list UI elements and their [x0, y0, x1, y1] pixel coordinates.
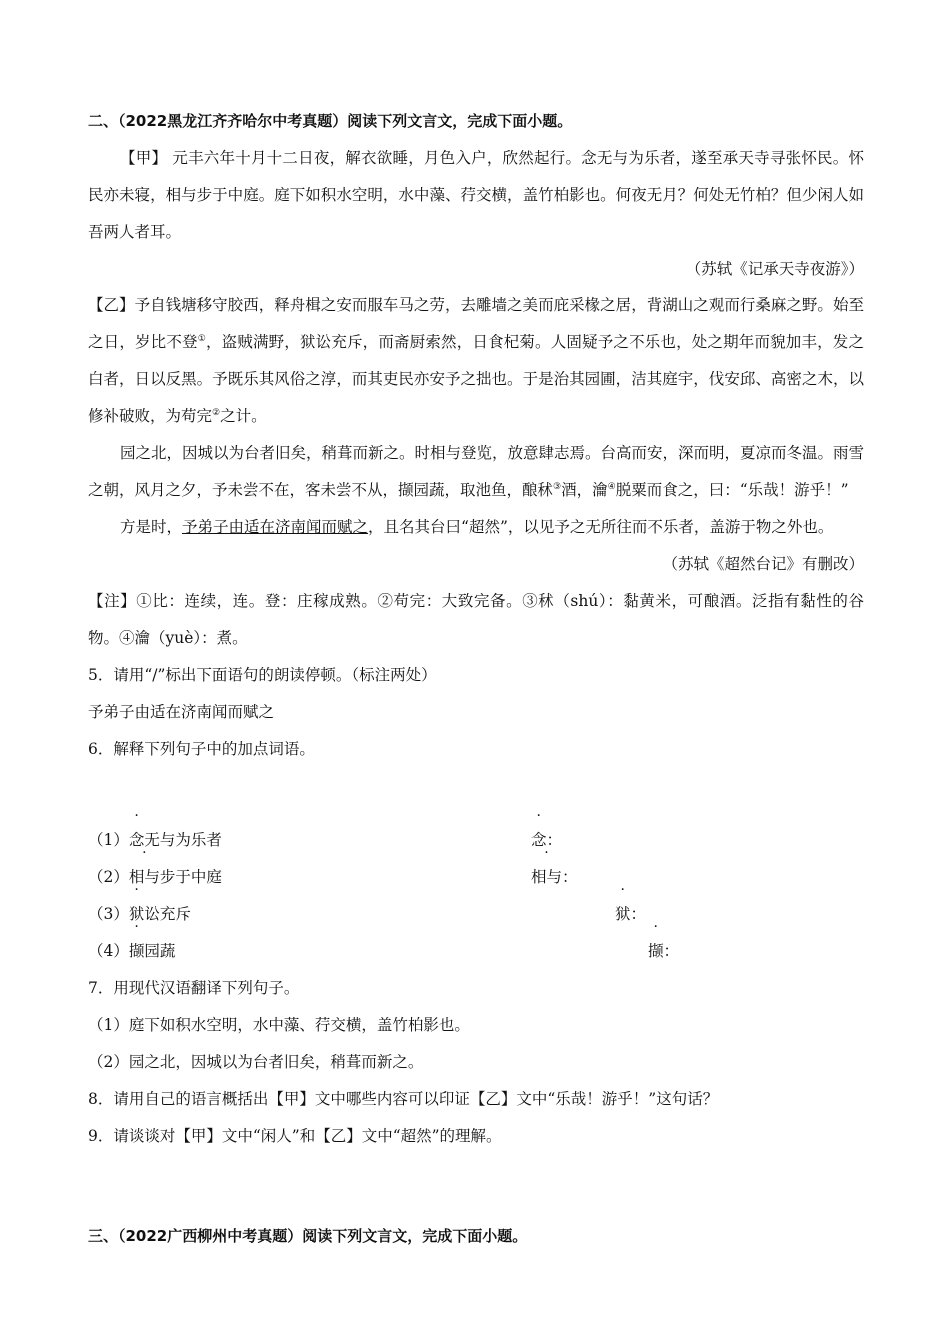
- underlined-sentence: 予弟子由适在济南闻而赋之: [182, 518, 369, 536]
- passage-jia: [88, 140, 864, 288]
- dotted-word: 相与: [128, 868, 160, 886]
- answer-word: 相与: [531, 868, 563, 886]
- yi-p3-text-a: 方是时，: [120, 518, 183, 536]
- q6-item-num: （4）: [88, 942, 129, 960]
- question-9: 9．请谈谈对【甲】文中“闲人”和【乙】文中“超然”的理解。: [88, 1127, 502, 1145]
- jia-text: 元丰六年十月十二日夜，解衣欲睡，月色入户，欣然起行。念无与为乐者，遂至承天寺寻张怀民。怀民亦未寝，相与步于中庭。庭下如积水空明，水中藻、荇交横，盖竹柏影也。何夜无月？何处无竹柏？但少闲人如吾两人者耳。: [88, 149, 864, 241]
- q6-item-text: 园蔬: [144, 942, 176, 960]
- annotation-note: 【注】①比：连续，连。登：庄稼成熟。②苟完：大致完备。③秫（shú）：黏黄米，可酿酒。泛指有黏性的谷物。④瀹（yuè）：煮。: [88, 592, 864, 647]
- answer-colon: ：: [546, 831, 563, 849]
- note-mark-4: ④: [607, 481, 616, 492]
- answer-colon: ：: [663, 942, 680, 960]
- jia-source: （苏轼《记承天寺夜游》）: [685, 260, 864, 278]
- q6-item-num: （1）: [88, 831, 129, 849]
- q6-item-text: 无与为乐者: [144, 831, 222, 849]
- yi-p2-text-a: 园之北，因城以为台者旧矣，稍葺而新之。时相与登览，放意肆志焉。台高而安，深而明，夏凉而冬温。雨雪之朝，风月之夕，予未尝不在，客未尝不从，撷园蔬，取池鱼，酿秫: [88, 444, 865, 499]
- note-mark-3: ③: [553, 481, 562, 492]
- dotted-word: 撷: [128, 942, 145, 960]
- q6-item-num: （2）: [88, 868, 129, 886]
- q6-item-num: （3）: [88, 905, 129, 923]
- question-6: 6．解释下列句子中的加点词语。: [88, 740, 315, 758]
- answer-word: 念: [531, 831, 547, 849]
- yi-p1-text-a: 予自钱塘移守胶西，释舟楫之安而服车马之劳，去雕墙之美而庇采椽之居，背湖山之观而行桑麻之野。始至之日，岁比不登: [88, 296, 864, 351]
- section2-heading: 二、（2022黑龙江齐齐哈尔中考真题）阅读下列文言文，完成下面小题。: [88, 112, 573, 130]
- section3-heading: 三、（2022广西柳州中考真题）阅读下列文言文，完成下面小题。: [88, 1227, 528, 1245]
- yi-p3-text-b: ，且名其台曰“超然”，以见予之无所往而不乐者，盖游于物之外也。: [368, 518, 834, 536]
- q6-item-1: [88, 822, 864, 859]
- yi-source: （苏轼《超然台记》有删改）: [662, 555, 864, 573]
- q6-item-3: [88, 896, 864, 933]
- note-mark-2: ②: [212, 407, 221, 418]
- answer-colon: ：: [562, 868, 578, 886]
- yi-label: 【乙】: [88, 296, 135, 314]
- question-7-1: （1）庭下如积水空明，水中藻、荇交横，盖竹柏影也。: [88, 1016, 470, 1034]
- dotted-word: 狱: [128, 905, 145, 923]
- passage-yi: [88, 287, 864, 768]
- q6-item-2: [88, 859, 864, 896]
- yi-p2-text-b: 酒，瀹: [561, 481, 608, 499]
- question-5-sentence: 予弟子由适在济南闻而赋之: [88, 703, 275, 721]
- answer-word: 狱: [615, 905, 631, 923]
- yi-p1-text-b: ，盗贼满野，狱讼充斥，而斋厨索然，日食杞菊。人固疑予之不乐也，处之期年而貌加丰，发之白者，日以反黑。予既乐其风俗之淳，而其吏民亦安予之拙也。于是治其园圃，洁其庭宇，伐安邱、高密之木，以修补破败，为苟完: [88, 333, 864, 425]
- yi-p2-text-c: 脱粟而食之，曰：“乐哉！游乎！”: [615, 481, 849, 499]
- note-mark-1: ①: [197, 333, 206, 344]
- q6-item-text: 步于中庭: [159, 868, 222, 886]
- question-7: 7．用现代汉语翻译下列句子。: [88, 979, 300, 997]
- q6-item-text: 讼充斥: [144, 905, 191, 923]
- answer-colon: ：: [630, 905, 647, 923]
- question-5: 5．请用“/”标出下面语句的朗读停顿。（标注两处）: [88, 666, 437, 684]
- q6-item-4: [88, 933, 864, 970]
- answer-word: 撷: [648, 942, 664, 960]
- question-8: 8．请用自己的语言概括出【甲】文中哪些内容可以印证【乙】文中“乐哉！游乎！”这句话？: [88, 1090, 719, 1108]
- jia-label: 【甲】: [120, 149, 168, 167]
- questions-7-9: [88, 970, 864, 1155]
- question-7-2: （2）园之北，因城以为台者旧矣，稍葺而新之。: [88, 1053, 424, 1071]
- yi-p1-text-c: 之计。: [220, 407, 267, 425]
- dotted-word: 念: [128, 831, 145, 849]
